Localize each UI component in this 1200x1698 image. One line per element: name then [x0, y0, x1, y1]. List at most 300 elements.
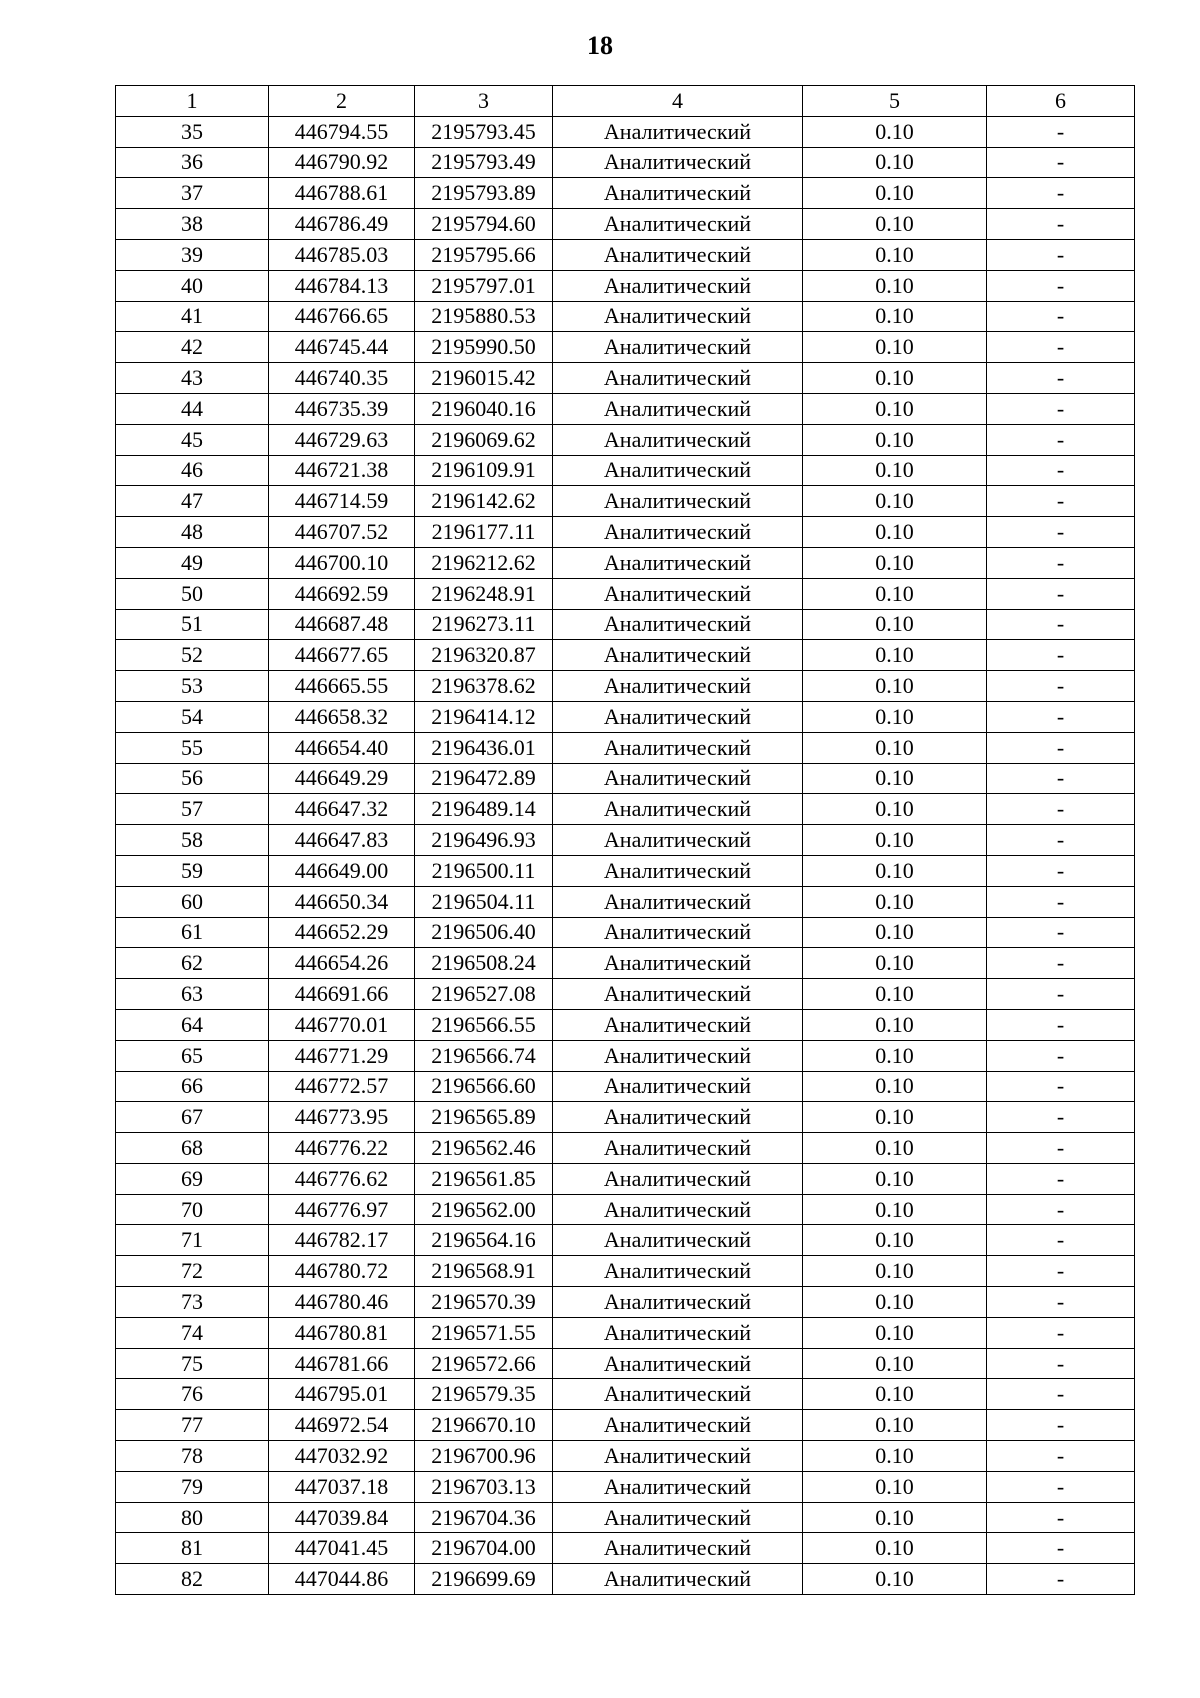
cell-method: Аналитический — [553, 1194, 803, 1225]
cell-x-coordinate: 446772.57 — [269, 1071, 415, 1102]
table-row — [116, 1441, 1135, 1472]
cell-point-number: 66 — [116, 1071, 269, 1102]
cell-accuracy: 0.10 — [803, 1564, 987, 1595]
cell-y-coordinate: 2196568.91 — [415, 1256, 553, 1287]
cell-y-coordinate: 2196273.11 — [415, 609, 553, 640]
cell-y-coordinate: 2196670.10 — [415, 1410, 553, 1441]
cell-point-number: 35 — [116, 116, 269, 147]
cell-point-number: 79 — [116, 1471, 269, 1502]
cell-note: - — [987, 886, 1135, 917]
cell-point-number: 54 — [116, 701, 269, 732]
cell-method: Аналитический — [553, 517, 803, 548]
cell-accuracy: 0.10 — [803, 1533, 987, 1564]
cell-y-coordinate: 2196572.66 — [415, 1348, 553, 1379]
cell-note: - — [987, 1502, 1135, 1533]
cell-accuracy: 0.10 — [803, 393, 987, 424]
cell-accuracy: 0.10 — [803, 332, 987, 363]
cell-note: - — [987, 701, 1135, 732]
cell-y-coordinate: 2196704.00 — [415, 1533, 553, 1564]
table-row — [116, 209, 1135, 240]
cell-y-coordinate: 2195797.01 — [415, 270, 553, 301]
coordinates-table — [115, 85, 1135, 1595]
cell-x-coordinate: 446785.03 — [269, 239, 415, 270]
cell-accuracy: 0.10 — [803, 147, 987, 178]
cell-point-number: 71 — [116, 1225, 269, 1256]
cell-x-coordinate: 446771.29 — [269, 1040, 415, 1071]
cell-x-coordinate: 446721.38 — [269, 455, 415, 486]
cell-y-coordinate: 2195794.60 — [415, 209, 553, 240]
cell-point-number: 42 — [116, 332, 269, 363]
cell-accuracy: 0.10 — [803, 1256, 987, 1287]
cell-point-number: 48 — [116, 517, 269, 548]
cell-method: Аналитический — [553, 609, 803, 640]
cell-point-number: 44 — [116, 393, 269, 424]
cell-x-coordinate: 446665.55 — [269, 671, 415, 702]
cell-point-number: 63 — [116, 979, 269, 1010]
column-header-5: 5 — [803, 86, 987, 117]
cell-note: - — [987, 301, 1135, 332]
cell-point-number: 75 — [116, 1348, 269, 1379]
cell-note: - — [987, 1410, 1135, 1441]
cell-y-coordinate: 2196496.93 — [415, 825, 553, 856]
cell-note: - — [987, 1071, 1135, 1102]
cell-x-coordinate: 446652.29 — [269, 917, 415, 948]
cell-y-coordinate: 2196566.74 — [415, 1040, 553, 1071]
cell-point-number: 37 — [116, 178, 269, 209]
column-header-2: 2 — [269, 86, 415, 117]
cell-accuracy: 0.10 — [803, 732, 987, 763]
cell-y-coordinate: 2195880.53 — [415, 301, 553, 332]
cell-accuracy: 0.10 — [803, 270, 987, 301]
cell-x-coordinate: 446647.32 — [269, 794, 415, 825]
cell-point-number: 72 — [116, 1256, 269, 1287]
table-row — [116, 1102, 1135, 1133]
table-row — [116, 1502, 1135, 1533]
cell-method: Аналитический — [553, 671, 803, 702]
column-header-6: 6 — [987, 86, 1135, 117]
table-row — [116, 1348, 1135, 1379]
cell-accuracy: 0.10 — [803, 517, 987, 548]
cell-y-coordinate: 2196015.42 — [415, 363, 553, 394]
cell-accuracy: 0.10 — [803, 763, 987, 794]
cell-note: - — [987, 332, 1135, 363]
cell-method: Аналитический — [553, 547, 803, 578]
cell-x-coordinate: 446766.65 — [269, 301, 415, 332]
cell-note: - — [987, 1256, 1135, 1287]
table-row — [116, 332, 1135, 363]
table-row — [116, 979, 1135, 1010]
cell-method: Аналитический — [553, 1441, 803, 1472]
cell-method: Аналитический — [553, 116, 803, 147]
cell-point-number: 61 — [116, 917, 269, 948]
table-row — [116, 301, 1135, 332]
cell-accuracy: 0.10 — [803, 640, 987, 671]
cell-x-coordinate: 446677.65 — [269, 640, 415, 671]
cell-method: Аналитический — [553, 209, 803, 240]
table-row — [116, 1564, 1135, 1595]
cell-point-number: 45 — [116, 424, 269, 455]
cell-point-number: 78 — [116, 1441, 269, 1472]
table-row — [116, 886, 1135, 917]
cell-accuracy: 0.10 — [803, 1502, 987, 1533]
cell-note: - — [987, 948, 1135, 979]
cell-point-number: 70 — [116, 1194, 269, 1225]
table-row — [116, 1471, 1135, 1502]
cell-point-number: 81 — [116, 1533, 269, 1564]
column-header-4: 4 — [553, 86, 803, 117]
cell-x-coordinate: 446650.34 — [269, 886, 415, 917]
cell-x-coordinate: 446745.44 — [269, 332, 415, 363]
table-row — [116, 424, 1135, 455]
cell-x-coordinate: 446786.49 — [269, 209, 415, 240]
cell-x-coordinate: 446780.72 — [269, 1256, 415, 1287]
cell-accuracy: 0.10 — [803, 825, 987, 856]
cell-point-number: 65 — [116, 1040, 269, 1071]
cell-note: - — [987, 1102, 1135, 1133]
cell-note: - — [987, 393, 1135, 424]
cell-note: - — [987, 1441, 1135, 1472]
cell-x-coordinate: 446794.55 — [269, 116, 415, 147]
table-row — [116, 178, 1135, 209]
cell-method: Аналитический — [553, 301, 803, 332]
cell-y-coordinate: 2196414.12 — [415, 701, 553, 732]
cell-y-coordinate: 2196504.11 — [415, 886, 553, 917]
cell-point-number: 56 — [116, 763, 269, 794]
cell-y-coordinate: 2196142.62 — [415, 486, 553, 517]
cell-note: - — [987, 1379, 1135, 1410]
cell-x-coordinate: 446714.59 — [269, 486, 415, 517]
cell-accuracy: 0.10 — [803, 1133, 987, 1164]
cell-note: - — [987, 671, 1135, 702]
cell-method: Аналитический — [553, 486, 803, 517]
cell-note: - — [987, 825, 1135, 856]
cell-y-coordinate: 2196566.55 — [415, 1009, 553, 1040]
cell-method: Аналитический — [553, 1502, 803, 1533]
table-row — [116, 948, 1135, 979]
cell-y-coordinate: 2196704.36 — [415, 1502, 553, 1533]
cell-accuracy: 0.10 — [803, 424, 987, 455]
cell-point-number: 49 — [116, 547, 269, 578]
cell-note: - — [987, 1133, 1135, 1164]
table-row — [116, 1163, 1135, 1194]
cell-note: - — [987, 1009, 1135, 1040]
cell-note: - — [987, 1533, 1135, 1564]
cell-note: - — [987, 1225, 1135, 1256]
table-row — [116, 917, 1135, 948]
cell-accuracy: 0.10 — [803, 455, 987, 486]
cell-point-number: 68 — [116, 1133, 269, 1164]
cell-y-coordinate: 2195793.49 — [415, 147, 553, 178]
table-row — [116, 1009, 1135, 1040]
cell-y-coordinate: 2196703.13 — [415, 1471, 553, 1502]
cell-y-coordinate: 2196565.89 — [415, 1102, 553, 1133]
cell-y-coordinate: 2195793.89 — [415, 178, 553, 209]
cell-accuracy: 0.10 — [803, 209, 987, 240]
cell-method: Аналитический — [553, 270, 803, 301]
cell-y-coordinate: 2196570.39 — [415, 1287, 553, 1318]
cell-y-coordinate: 2196566.60 — [415, 1071, 553, 1102]
cell-method: Аналитический — [553, 1410, 803, 1441]
cell-method: Аналитический — [553, 763, 803, 794]
cell-point-number: 51 — [116, 609, 269, 640]
cell-note: - — [987, 178, 1135, 209]
table-row — [116, 1071, 1135, 1102]
cell-method: Аналитический — [553, 1102, 803, 1133]
cell-accuracy: 0.10 — [803, 1102, 987, 1133]
cell-accuracy: 0.10 — [803, 794, 987, 825]
cell-point-number: 55 — [116, 732, 269, 763]
cell-method: Аналитический — [553, 455, 803, 486]
cell-note: - — [987, 486, 1135, 517]
cell-x-coordinate: 446782.17 — [269, 1225, 415, 1256]
cell-accuracy: 0.10 — [803, 1040, 987, 1071]
cell-note: - — [987, 609, 1135, 640]
cell-note: - — [987, 424, 1135, 455]
table-row — [116, 640, 1135, 671]
cell-accuracy: 0.10 — [803, 886, 987, 917]
cell-x-coordinate: 447039.84 — [269, 1502, 415, 1533]
table-row — [116, 1317, 1135, 1348]
cell-point-number: 69 — [116, 1163, 269, 1194]
cell-y-coordinate: 2196472.89 — [415, 763, 553, 794]
table-row — [116, 393, 1135, 424]
cell-y-coordinate: 2195793.45 — [415, 116, 553, 147]
cell-method: Аналитический — [553, 1071, 803, 1102]
cell-note: - — [987, 794, 1135, 825]
cell-point-number: 57 — [116, 794, 269, 825]
cell-note: - — [987, 517, 1135, 548]
cell-accuracy: 0.10 — [803, 917, 987, 948]
cell-accuracy: 0.10 — [803, 301, 987, 332]
cell-point-number: 38 — [116, 209, 269, 240]
cell-x-coordinate: 447032.92 — [269, 1441, 415, 1472]
cell-point-number: 82 — [116, 1564, 269, 1595]
cell-method: Аналитический — [553, 640, 803, 671]
cell-method: Аналитический — [553, 1163, 803, 1194]
cell-point-number: 36 — [116, 147, 269, 178]
cell-note: - — [987, 1287, 1135, 1318]
cell-point-number: 47 — [116, 486, 269, 517]
cell-y-coordinate: 2196700.96 — [415, 1441, 553, 1472]
table-row — [116, 455, 1135, 486]
cell-method: Аналитический — [553, 424, 803, 455]
cell-accuracy: 0.10 — [803, 1317, 987, 1348]
table-header — [116, 86, 1135, 117]
cell-method: Аналитический — [553, 825, 803, 856]
cell-accuracy: 0.10 — [803, 578, 987, 609]
cell-method: Аналитический — [553, 1471, 803, 1502]
cell-x-coordinate: 446649.00 — [269, 855, 415, 886]
table-row — [116, 1533, 1135, 1564]
cell-x-coordinate: 446740.35 — [269, 363, 415, 394]
cell-y-coordinate: 2196562.00 — [415, 1194, 553, 1225]
cell-point-number: 39 — [116, 239, 269, 270]
table-row — [116, 239, 1135, 270]
cell-note: - — [987, 363, 1135, 394]
cell-note: - — [987, 855, 1135, 886]
table-row — [116, 1287, 1135, 1318]
table-row — [116, 1133, 1135, 1164]
cell-note: - — [987, 1194, 1135, 1225]
cell-x-coordinate: 446784.13 — [269, 270, 415, 301]
cell-point-number: 41 — [116, 301, 269, 332]
cell-method: Аналитический — [553, 1287, 803, 1318]
page-number: 18 — [587, 31, 613, 60]
cell-method: Аналитический — [553, 1533, 803, 1564]
cell-accuracy: 0.10 — [803, 609, 987, 640]
cell-y-coordinate: 2196320.87 — [415, 640, 553, 671]
cell-method: Аналитический — [553, 1225, 803, 1256]
cell-note: - — [987, 1564, 1135, 1595]
cell-x-coordinate: 446780.81 — [269, 1317, 415, 1348]
cell-accuracy: 0.10 — [803, 701, 987, 732]
table-row — [116, 732, 1135, 763]
column-header-3: 3 — [415, 86, 553, 117]
cell-accuracy: 0.10 — [803, 1163, 987, 1194]
cell-note: - — [987, 917, 1135, 948]
cell-accuracy: 0.10 — [803, 1009, 987, 1040]
cell-method: Аналитический — [553, 732, 803, 763]
header-row — [116, 86, 1135, 117]
cell-y-coordinate: 2196508.24 — [415, 948, 553, 979]
cell-x-coordinate: 446687.48 — [269, 609, 415, 640]
cell-point-number: 50 — [116, 578, 269, 609]
cell-y-coordinate: 2196500.11 — [415, 855, 553, 886]
cell-y-coordinate: 2196212.62 — [415, 547, 553, 578]
table-row — [116, 701, 1135, 732]
cell-accuracy: 0.10 — [803, 547, 987, 578]
cell-x-coordinate: 446790.92 — [269, 147, 415, 178]
cell-y-coordinate: 2195795.66 — [415, 239, 553, 270]
cell-y-coordinate: 2196378.62 — [415, 671, 553, 702]
cell-y-coordinate: 2196069.62 — [415, 424, 553, 455]
cell-y-coordinate: 2196579.35 — [415, 1379, 553, 1410]
cell-note: - — [987, 979, 1135, 1010]
cell-x-coordinate: 447037.18 — [269, 1471, 415, 1502]
cell-accuracy: 0.10 — [803, 1225, 987, 1256]
cell-note: - — [987, 763, 1135, 794]
cell-y-coordinate: 2196527.08 — [415, 979, 553, 1010]
cell-y-coordinate: 2196177.11 — [415, 517, 553, 548]
cell-x-coordinate: 446972.54 — [269, 1410, 415, 1441]
cell-method: Аналитический — [553, 855, 803, 886]
cell-y-coordinate: 2196506.40 — [415, 917, 553, 948]
cell-y-coordinate: 2196248.91 — [415, 578, 553, 609]
cell-point-number: 53 — [116, 671, 269, 702]
cell-method: Аналитический — [553, 1379, 803, 1410]
cell-accuracy: 0.10 — [803, 486, 987, 517]
cell-method: Аналитический — [553, 1317, 803, 1348]
cell-accuracy: 0.10 — [803, 178, 987, 209]
cell-x-coordinate: 446654.40 — [269, 732, 415, 763]
cell-method: Аналитический — [553, 393, 803, 424]
cell-note: - — [987, 640, 1135, 671]
cell-x-coordinate: 446770.01 — [269, 1009, 415, 1040]
cell-note: - — [987, 1348, 1135, 1379]
table-row — [116, 855, 1135, 886]
table-row — [116, 1225, 1135, 1256]
table-row — [116, 671, 1135, 702]
cell-method: Аналитический — [553, 917, 803, 948]
cell-x-coordinate: 446729.63 — [269, 424, 415, 455]
cell-point-number: 60 — [116, 886, 269, 917]
cell-x-coordinate: 446707.52 — [269, 517, 415, 548]
cell-point-number: 46 — [116, 455, 269, 486]
cell-point-number: 64 — [116, 1009, 269, 1040]
cell-x-coordinate: 446795.01 — [269, 1379, 415, 1410]
cell-method: Аналитический — [553, 147, 803, 178]
cell-method: Аналитический — [553, 178, 803, 209]
cell-x-coordinate: 446649.29 — [269, 763, 415, 794]
cell-method: Аналитический — [553, 578, 803, 609]
cell-note: - — [987, 147, 1135, 178]
cell-method: Аналитический — [553, 1009, 803, 1040]
cell-accuracy: 0.10 — [803, 1071, 987, 1102]
cell-y-coordinate: 2196040.16 — [415, 393, 553, 424]
cell-note: - — [987, 1471, 1135, 1502]
cell-y-coordinate: 2196436.01 — [415, 732, 553, 763]
table-body — [116, 116, 1135, 1594]
cell-method: Аналитический — [553, 948, 803, 979]
table-row — [116, 486, 1135, 517]
cell-x-coordinate: 446691.66 — [269, 979, 415, 1010]
cell-method: Аналитический — [553, 794, 803, 825]
cell-x-coordinate: 446776.62 — [269, 1163, 415, 1194]
cell-y-coordinate: 2196562.46 — [415, 1133, 553, 1164]
cell-y-coordinate: 2196109.91 — [415, 455, 553, 486]
cell-x-coordinate: 447041.45 — [269, 1533, 415, 1564]
table-row — [116, 1040, 1135, 1071]
table-row — [116, 763, 1135, 794]
cell-point-number: 74 — [116, 1317, 269, 1348]
table-row — [116, 1410, 1135, 1441]
cell-method: Аналитический — [553, 979, 803, 1010]
cell-point-number: 52 — [116, 640, 269, 671]
cell-x-coordinate: 446647.83 — [269, 825, 415, 856]
cell-point-number: 80 — [116, 1502, 269, 1533]
cell-method: Аналитический — [553, 886, 803, 917]
cell-accuracy: 0.10 — [803, 671, 987, 702]
cell-x-coordinate: 446700.10 — [269, 547, 415, 578]
table-row — [116, 517, 1135, 548]
table-row — [116, 578, 1135, 609]
cell-x-coordinate: 447044.86 — [269, 1564, 415, 1595]
table-row — [116, 270, 1135, 301]
cell-y-coordinate: 2196699.69 — [415, 1564, 553, 1595]
cell-point-number: 58 — [116, 825, 269, 856]
cell-method: Аналитический — [553, 239, 803, 270]
cell-note: - — [987, 578, 1135, 609]
table-row — [116, 147, 1135, 178]
cell-accuracy: 0.10 — [803, 1348, 987, 1379]
table-row — [116, 1256, 1135, 1287]
cell-point-number: 40 — [116, 270, 269, 301]
column-header-1: 1 — [116, 86, 269, 117]
cell-accuracy: 0.10 — [803, 363, 987, 394]
cell-note: - — [987, 239, 1135, 270]
cell-x-coordinate: 446735.39 — [269, 393, 415, 424]
table-row — [116, 1194, 1135, 1225]
cell-accuracy: 0.10 — [803, 979, 987, 1010]
cell-point-number: 73 — [116, 1287, 269, 1318]
cell-x-coordinate: 446773.95 — [269, 1102, 415, 1133]
cell-method: Аналитический — [553, 332, 803, 363]
cell-point-number: 77 — [116, 1410, 269, 1441]
cell-x-coordinate: 446776.22 — [269, 1133, 415, 1164]
cell-y-coordinate: 2196561.85 — [415, 1163, 553, 1194]
cell-accuracy: 0.10 — [803, 1441, 987, 1472]
cell-x-coordinate: 446658.32 — [269, 701, 415, 732]
